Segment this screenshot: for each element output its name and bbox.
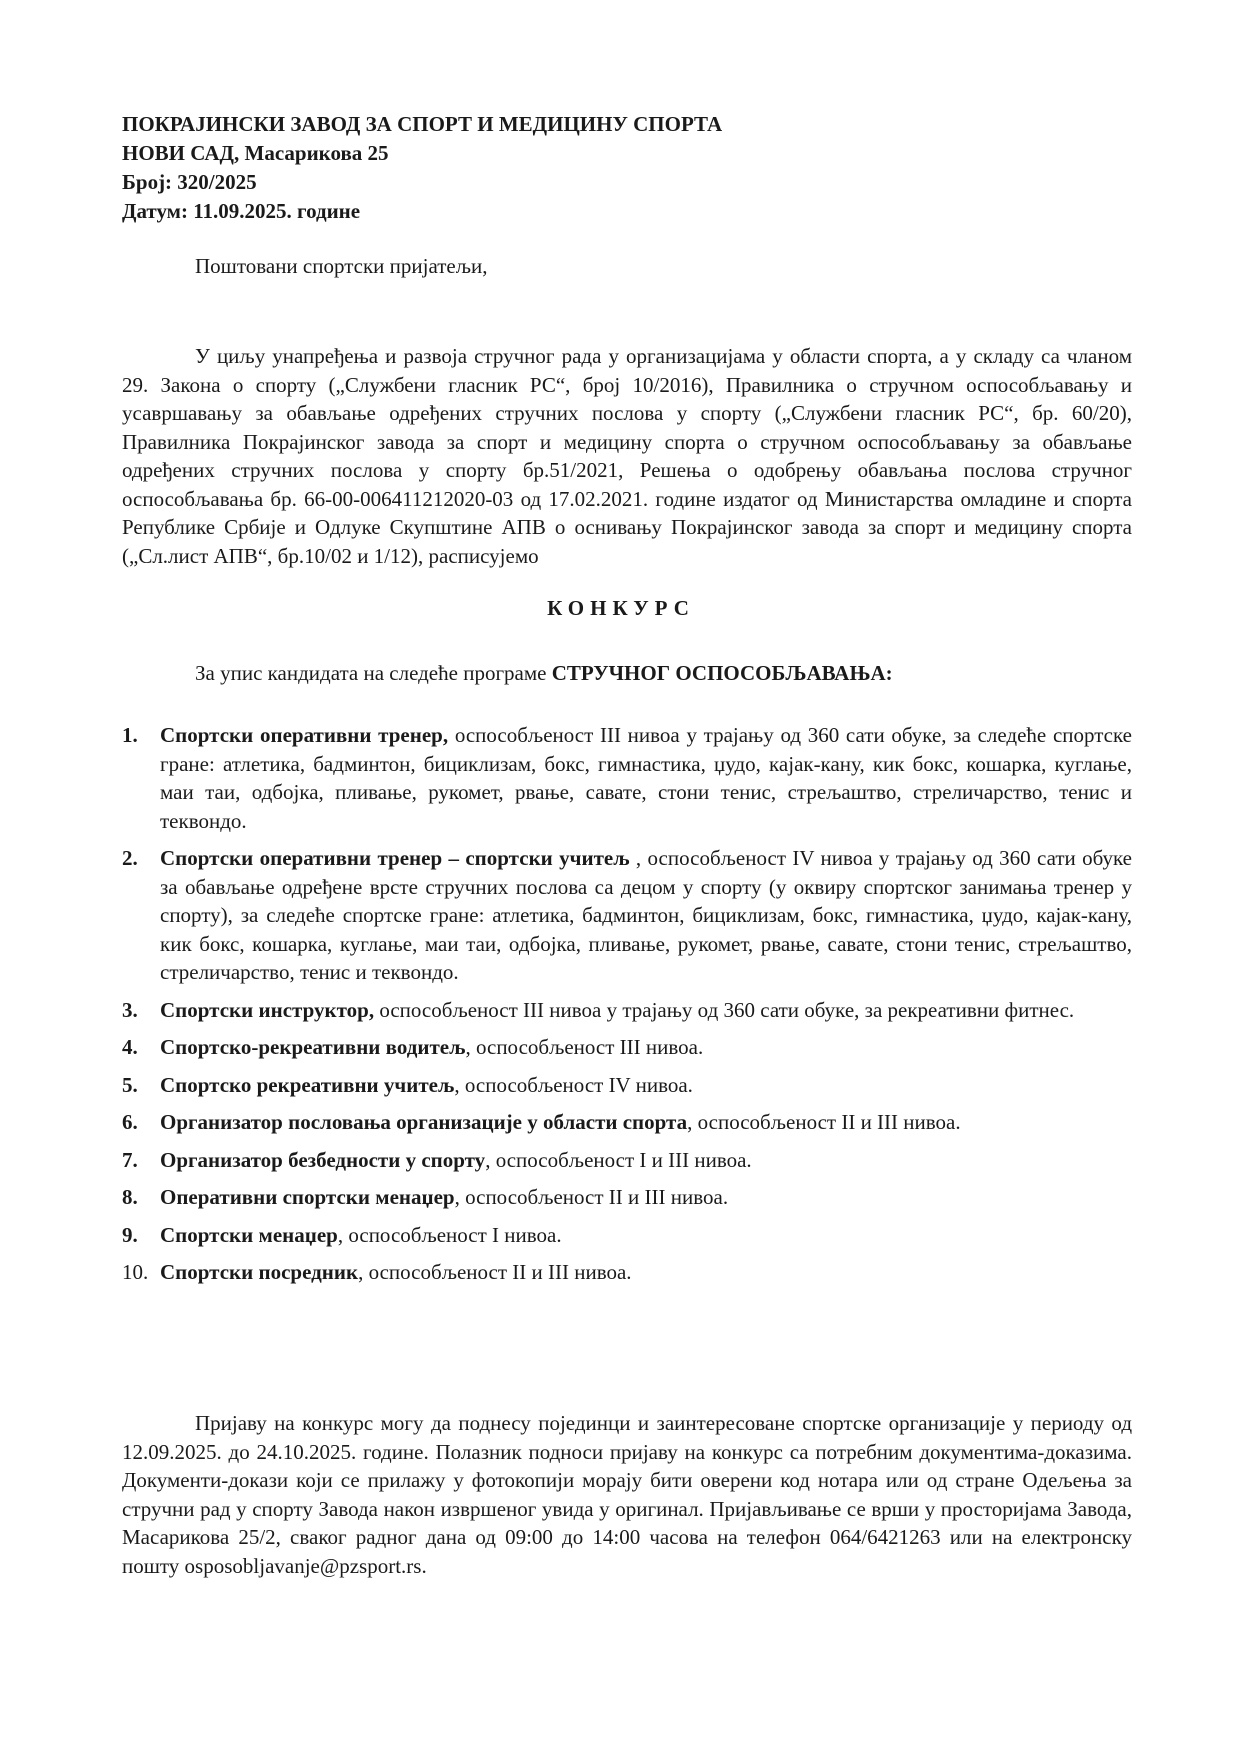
program-title: Организатор пословања организације у области спорта (160, 1110, 688, 1134)
subtitle-lead: За упис кандидата на следеће програме (195, 661, 552, 685)
item-number: 10. (122, 1260, 149, 1284)
program-title: Спортски посредник (160, 1260, 359, 1284)
greeting: Поштовани спортски пријатељи, (195, 254, 488, 278)
item-number: 8. (122, 1185, 138, 1209)
program-title: Спортски инструктор, (160, 997, 375, 1022)
program-item (122, 1183, 1132, 1212)
program-title: Спортски менаџер (160, 1222, 338, 1247)
program-detail: , оспособљеност II и III нивоа. (454, 1185, 729, 1209)
closing-paragraph (122, 1409, 1132, 1580)
institution-address: НОВИ САД, Масарикова 25 (122, 141, 389, 165)
item-number: 7. (122, 1147, 138, 1172)
intro-paragraph (122, 342, 1132, 570)
document-number: Број: 320/2025 (122, 170, 257, 194)
item-number: 6. (122, 1110, 138, 1134)
program-item (122, 844, 1132, 987)
document-date: Датум: 11.09.2025. године (122, 199, 361, 223)
program-title: Спортско рекреативни учитељ (160, 1072, 455, 1097)
program-item (122, 1108, 1132, 1137)
program-title: Спортски оперативни тренер, (160, 723, 449, 747)
program-item (122, 1033, 1132, 1062)
program-item (122, 721, 1132, 835)
program-item (122, 1258, 1132, 1287)
program-detail: оспособљеност III нивоа у трајању од 360 сати обуке, за следеће спортске гране: атлетика, бадминтон, бициклизам, бокс, гимнастика, џудо, кајак-кану, кик бокс, кошарка, куглање, маи таи, одбојка, пливање, рукомет, рвање, савате, стони тенис, стрељаштво, стреличарство, тенис и теквондо. (160, 723, 1132, 833)
closing-text: Пријаву на конкурс могу да поднесу појединци и заинтересоване спортске организације у периоду од 12.09.2025. до 24.10.2025. године. Полазник подноси пријаву на конкурс са потребним документима-доказима. Документи-докази који се прилажу у фотокопији морају бити оверени код нотара или од стране Одељења за стручни рад у спорту Завода након извршеног увида у оригинал. Пријављивање се врши у просторијама Завода, Масарикова 25/2, сваког радног дана од 09:00 до 14:00 часова на телефон 064/6421263 или на електронску пошту osposobljavanje@pzsport.rs. (122, 1411, 1132, 1578)
item-number: 9. (122, 1222, 138, 1247)
program-detail: , оспособљеност II и III нивоа. (358, 1260, 632, 1284)
program-detail: , оспособљеност III нивоа. (465, 1035, 704, 1059)
program-title: Спортски оперативни тренер – спортски учитељ (160, 846, 630, 870)
program-detail: , оспособљеност IV нивоа у трајању од 360 сати обуке за обављање одређене врсте стручних послова са децом у спорту (у оквиру спортског занимања тренер у спорту), за следеће спортске гране: атлетика, бадминтон, бициклизам, бокс, гимнастика, џудо, кајак-кану, кик бокс, кошарка, куглање, маи таи, одбојка, пливање, рукомет, рвање, савате, стони тенис, стрељаштво, стреличарство, тенис и теквондо. (160, 846, 1132, 984)
konkurs-title: КОНКУРС (547, 596, 695, 620)
program-item (122, 1146, 1132, 1175)
program-title: Спортско-рекреативни водитељ (160, 1035, 466, 1059)
program-detail: , оспособљеност IV нивоа. (454, 1072, 693, 1097)
programs-subtitle (195, 661, 893, 686)
program-detail: , оспособљеност I нивоа. (337, 1222, 562, 1247)
subtitle-emphasis: СТРУЧНОГ ОСПОСОБЉАВАЊА: (551, 661, 893, 685)
program-title: Организатор безбедности у спорту (160, 1147, 486, 1172)
program-item (122, 996, 1132, 1025)
program-detail: , оспособљеност II и III нивоа. (687, 1110, 961, 1134)
letterhead (122, 110, 722, 226)
institution-name: ПОКРАЈИНСКИ ЗАВОД ЗА СПОРТ И МЕДИЦИНУ СПОРТА (122, 112, 723, 136)
item-number: 4. (122, 1035, 138, 1059)
program-detail: оспособљеност III нивоа у трајању од 360 сати обуке, за рекреативни фитнес. (374, 997, 1075, 1022)
programs-list (122, 721, 1132, 1287)
item-number: 1. (122, 723, 138, 747)
program-item (122, 1071, 1132, 1100)
item-number: 3. (122, 997, 138, 1022)
item-number: 5. (122, 1072, 138, 1097)
item-number: 2. (122, 846, 138, 870)
intro-text: У циљу унапређења и развоја стручног рада у организацијама у области спорта, а у складу са чланом 29. Закона о спорту („Службени гласник РС“, број 10/2016), Правилника о стручном оспособљавању и усавршавању за обављање одређених стручних послова у спорту („Службени гласник РС“, бр. 60/20), Правилника Покрајинског завода за спорт и медицину спорта о стручном оспособљавању за обављање одређених стручних послова у спорту бр.51/2021, Решења о одобрењу обављања послова стручног оспособљавања бр. 66-00-006411212020-03 од 17.02.2021. године издатог од Министарства омладине и спорта Републике Србије и Одлуке Скупштине АПВ о оснивању Покрајинског завода за спорт и медицину спорта („Сл.лист АПВ“, бр.10/02 и 1/12), расписујемо (122, 344, 1132, 568)
program-detail: , оспособљеност I и III нивоа. (485, 1147, 752, 1172)
program-title: Оперативни спортски менаџер (160, 1185, 455, 1209)
program-item (122, 1221, 1132, 1250)
